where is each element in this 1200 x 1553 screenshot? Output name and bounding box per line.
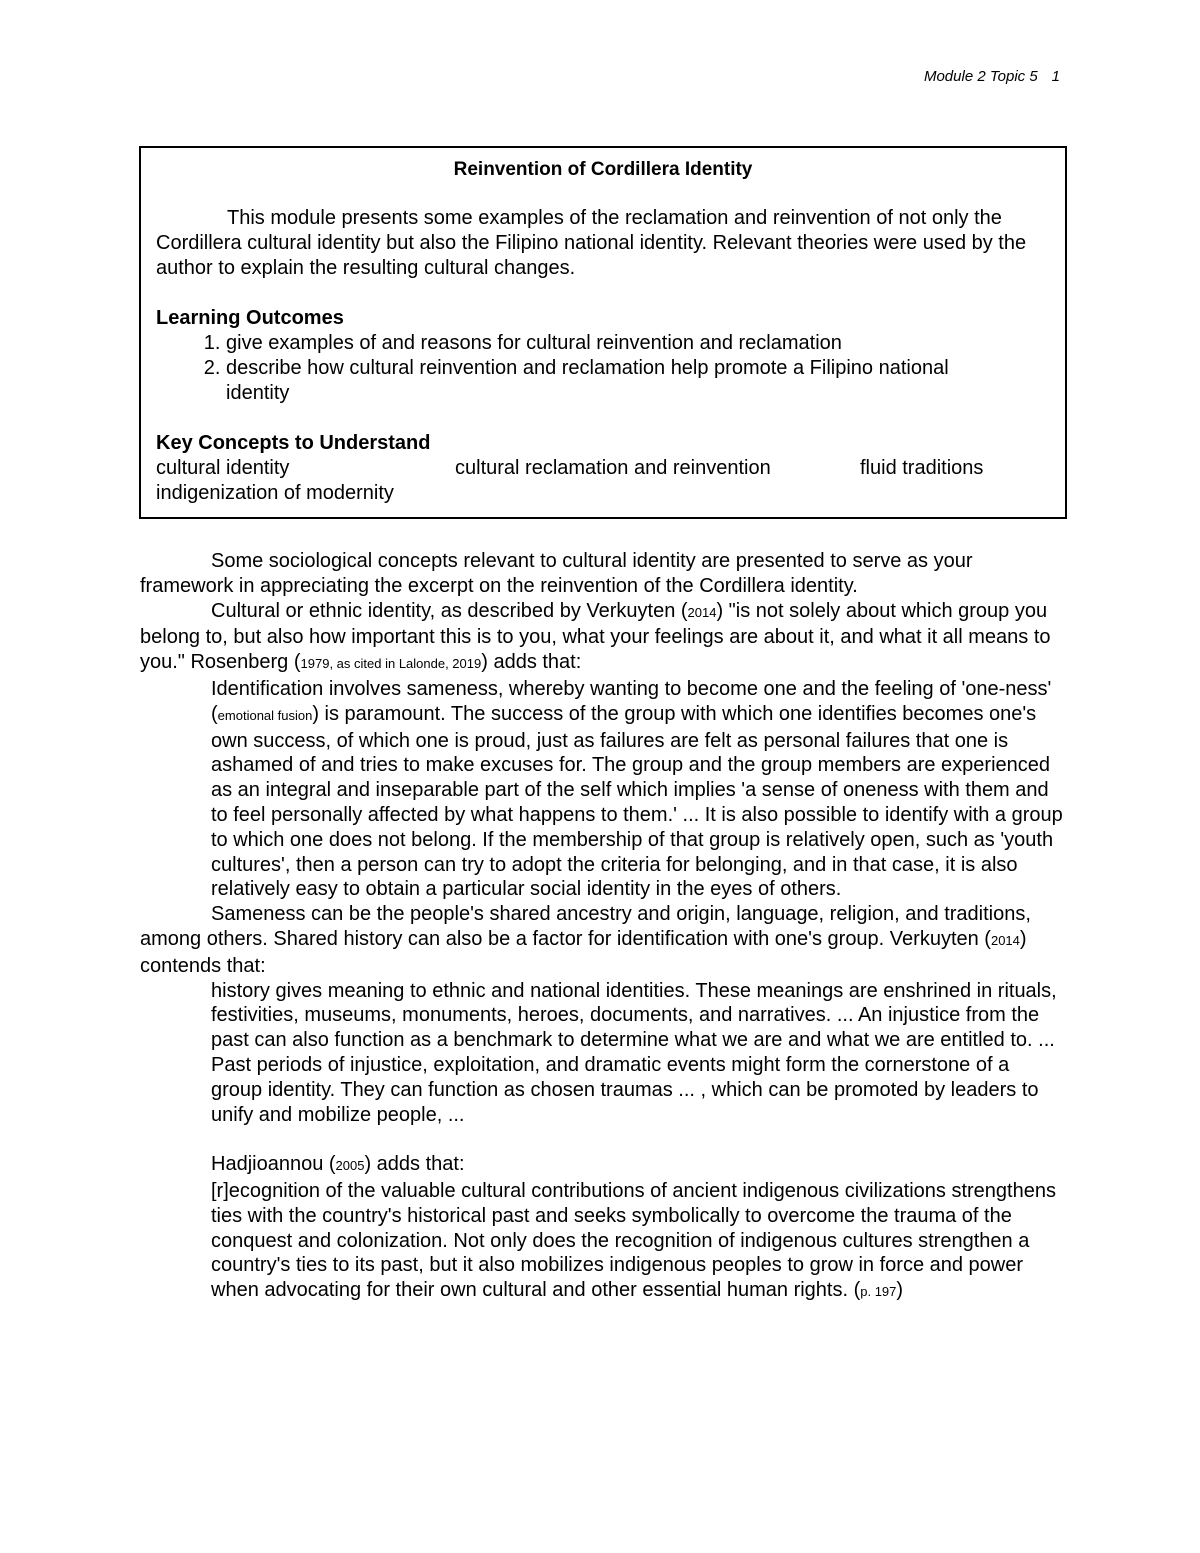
- learning-outcome-item: 2. describe how cultural reinvention and reclamation help promote a Filipino national identity: [226, 356, 970, 406]
- citation: 1979, as cited in Lalonde, 2019: [300, 656, 482, 672]
- key-concepts-row: [156, 456, 1050, 481]
- module-title: Reinvention of Cordillera Identity: [453, 159, 753, 180]
- page-number: 1: [1051, 68, 1060, 85]
- paragraph: Cultural or ethnic identity, as described by Verkuyten (2014) "is not solely about which group you belong to, but also how important this is to you, what your feelings are about it, and what it all means to you." Rosenberg (1979, as cited in Lalonde, 2019) adds that:: [140, 599, 1051, 674]
- learning-outcomes-list: [156, 331, 1050, 406]
- key-concept: indigenization of modernity: [156, 482, 394, 504]
- module-overview-box: [139, 146, 1067, 519]
- block-quote: history gives meaning to ethnic and national identities. These meanings are enshrined in rituals, festivities, museums, monuments, heroes, documents, and narratives. ... An injustice from the past can also function as a benchmark to determine what we are and what we are entitled to. ... Past periods of injustice, exploitation, and dramatic events might form the cornerstone of a group identity. They can function as chosen traumas ... , which can be promoted by leaders to unify and mobilize people, ...: [211, 979, 1057, 1126]
- citation: 2014: [687, 604, 717, 620]
- citation: 2014: [990, 932, 1020, 948]
- block-quote: [r]ecognition of the valuable cultural contributions of ancient indigenous civilizations strengthens ties with the country's historical past and seeks symbolically to overcome the trauma of the conquest and colonization. Not only does the recognition of indigenous cultures strengthen a country's ties to its past, but it also mobilizes indigenous peoples to grow in force and power when advocating for their own cultural and other essential human rights. (p. 197): [211, 1179, 1056, 1302]
- key-concept: cultural reclamation and reinvention: [455, 457, 771, 479]
- module-label: Module 2 Topic 5: [923, 68, 1038, 85]
- module-intro: This module presents some examples of the reclamation and reinvention of not only the Cordillera cultural identity but also the Filipino national identity. Relevant theories were used by the author to explain the resulting cultural changes.: [156, 207, 1027, 279]
- paragraph: Hadjioannou (2005) adds that:: [211, 1153, 465, 1176]
- citation: p. 197: [860, 1284, 897, 1300]
- citation: emotional fusion: [217, 707, 313, 723]
- body-text: [140, 549, 1065, 1305]
- key-concepts-heading: Key Concepts to Understand: [156, 432, 431, 454]
- spacer: [140, 1127, 1065, 1152]
- paragraph: Some sociological concepts relevant to cultural identity are presented to serve as your framework in appreciating the excerpt on the reinvention of the Cordillera identity.: [140, 550, 973, 597]
- learning-outcome-item: 1. give examples of and reasons for cultural reinvention and reclamation: [226, 331, 970, 356]
- citation: 2005: [335, 1158, 365, 1174]
- page-header: [924, 68, 1060, 85]
- key-concept: cultural identity: [156, 457, 290, 479]
- learning-outcomes-heading: Learning Outcomes: [156, 307, 344, 329]
- paragraph: Sameness can be the people's shared ancestry and origin, language, religion, and traditions, among others. Shared history can also be a factor for identification with one's group. Verkuyten (2014) contends that:: [140, 903, 1031, 977]
- key-concept: fluid traditions: [860, 457, 984, 479]
- block-quote: Identification involves sameness, whereby wanting to become one and the feeling of 'one-ness' (emotional fusion) is paramount. The success of the group with which one identifies becomes one's own success, of which one is proud, just as failures are felt as personal failures that one is ashamed of and tries to make excuses for. The group and the group members are experienced as an integral and inseparable part of the self which implies 'a sense of oneness with them and to feel personally affected by what happens to them.' ... It is also possible to identify with a group to which one does not belong. If the membership of that group is relatively open, such as 'youth cultures', then a person can try to adopt the criteria for belonging, and in that case, it is also relatively easy to obtain a particular social identity in the eyes of others.: [211, 677, 1063, 901]
